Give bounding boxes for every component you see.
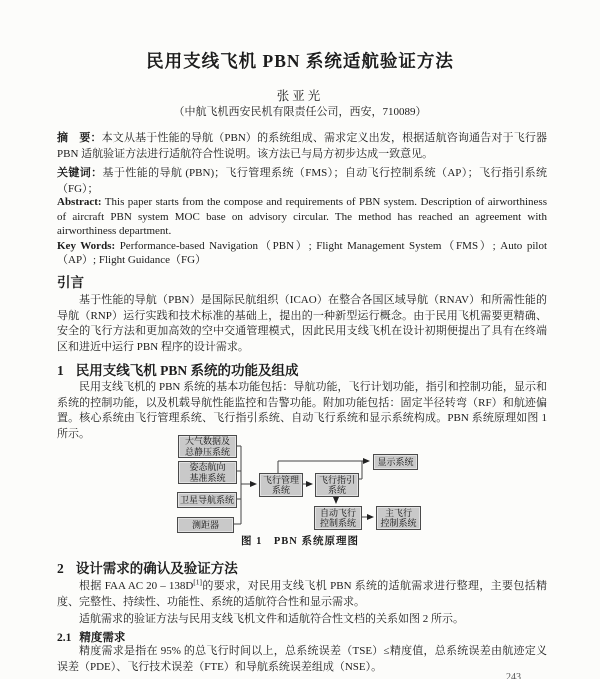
intro-heading: 引言 [57, 275, 84, 290]
abstract-cn-text: 本文从基于性能的导航（PBN）的系统组成、需求定义出发，根据适航咨询通告对于飞行器 PBN 适航验证方法进行适航符合性说明。该方法已与局方初步达成一致意见。 [57, 132, 548, 160]
abstract-cn-label: 摘 要： [57, 132, 102, 144]
page-title: 民用支线飞机 PBN 系统适航验证方法 [146, 51, 454, 71]
section2-paragraph2: 适航需求的验证方法与民用支线飞机文件和适航符合性文档的关系如图 2 所示。 [79, 613, 464, 625]
figure1-box-flight-guidance: 飞行指引 系统 [315, 473, 359, 497]
keywords-en-text: Performance-based Navigation（PBN）; Flight Management System（FMS）; Auto pilot（AP）; Flight Guidance（FG） [57, 239, 548, 267]
section2-1-body [57, 644, 547, 675]
figure1-box-fms: 飞行管理 系统 [259, 473, 303, 497]
page-number: 243 [506, 672, 521, 679]
figure1-box-afcs: 自动飞行 控制系统 [314, 506, 362, 530]
intro-body [57, 293, 547, 355]
abstract-en-label: Abstract: [57, 196, 102, 208]
keywords-cn-paragraph [57, 166, 547, 197]
section2-paragraph1 [57, 579, 547, 610]
section2-number: 2 [57, 561, 64, 576]
section2-1-heading [57, 629, 547, 645]
keywords-cn-text: 基于性能的导航 (PBN)；飞行管理系统（FMS）；自动飞行控制系统（AP）；飞行指引系统（FG）； [57, 167, 547, 195]
intro-paragraph: 基于性能的导航（PBN）是国际民航组织（ICAO）在整合各国区域导航（RNAV）和所需性能的导航（RNP）运行实践和技术标准的基础上，提出的一种新型运行概念。由于民用飞机需要更精确、安全的飞行方法和更加高效的空中交通管理模式，因此民用支线飞机在设计初期便提出了具有在终端区和进近中运行 PBN 程序的设计需求。 [57, 294, 547, 353]
abstract-en [57, 195, 547, 268]
section2-p1-post: 的要求，对民用支线飞机 PBN 系统的适航需求进行整理，主要包括精度、完整性、持续性、功能性、系统的适航符合性和显示需求。 [57, 580, 547, 608]
figure1-box-satellite-nav: 卫星导航系统 [177, 492, 237, 508]
author-affiliation: （中航飞机西安民机有限责任公司，西安，710089） [173, 106, 427, 118]
section2-1-number: 2.1 [57, 632, 72, 644]
figure1-box-primary-flight-control: 主飞行 控制系统 [376, 506, 421, 530]
section1-heading [57, 359, 547, 379]
section2-body [57, 579, 547, 628]
keywords-en-paragraph [57, 239, 547, 268]
section1-heading-text: 民用支线飞机 PBN 系统的功能及组成 [75, 363, 299, 378]
section2-citation-1: [1] [193, 577, 203, 587]
abstract-en-paragraph [57, 195, 547, 239]
section2-heading-text: 设计需求的确认及验证方法 [75, 561, 238, 576]
abstract-cn [57, 131, 547, 197]
section1-paragraph: 民用支线飞机的 PBN 系统的基本功能包括：导航功能，飞行计划功能，指引和控制功能，显示和系统的控制功能，以及机载导航性能监控和告警功能。附加功能包括：固定半径转弯（RF）和航迹偏置。核心系统由飞行管理系统、飞行指引系统、自动飞行系统和显示系统构成。PBN 系统原理如图 1 所示。 [57, 381, 547, 440]
abstract-en-text: This paper starts from the compose and requirements of PBN system. Description of airworthiness of aircraft PBN system MOC base on advisory circular. The method has reached an agreement with airworthiness department. [57, 196, 547, 238]
abstract-cn-paragraph [57, 131, 547, 162]
figure1-box-dme: 测距器 [177, 517, 234, 533]
keywords-cn-label: 关键词： [57, 167, 103, 179]
author-name: 张亚光 [276, 89, 324, 103]
section2-1-paragraph: 精度需求是指在 95% 的总飞行时间以上，总系统误差（TSE）≤精度值，总系统误差由航迹定义误差（PDE）、飞行技术误差（FTE）和导航系统误差组成（NSE）。 [57, 645, 547, 673]
figure1-box-ahrs: 姿态航向 基准系统 [178, 461, 237, 484]
section2-1-heading-text: 精度需求 [79, 632, 126, 644]
section2-heading [57, 557, 547, 577]
section2-p1-pre: 根据 FAA AC 20 – 138D [79, 580, 194, 592]
figure1-caption: 图 1 PBN 系统原理图 [241, 536, 359, 547]
figure1-pbn-schematic [0, 430, 600, 555]
section1-number: 1 [57, 363, 64, 378]
keywords-en-label: Key Words: [57, 239, 116, 252]
figure1-box-air-data-system: 大气数据及 总静压系统 [178, 435, 237, 458]
figure1-box-display-system: 显示系统 [373, 454, 418, 470]
